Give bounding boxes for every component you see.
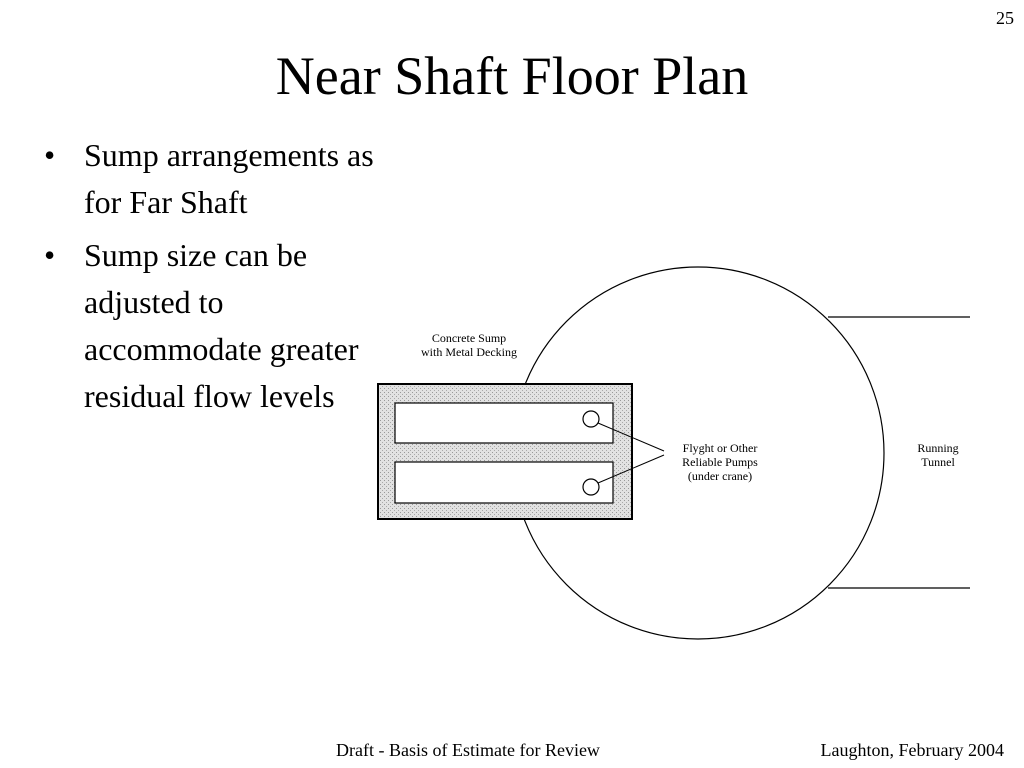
tunnel-label-line1: Running (917, 441, 959, 455)
pump-lower (583, 479, 599, 495)
footer-draft-note: Draft - Basis of Estimate for Review (336, 740, 600, 760)
pumps-label-line2: Reliable Pumps (682, 455, 758, 469)
pumps-label-line3: (under crane) (687, 469, 753, 483)
bullet-icon: • (44, 237, 56, 273)
slide-number: 25 (996, 8, 1014, 28)
pumps-label-line1: Flyght or Other (682, 441, 758, 455)
pump-upper (583, 411, 599, 427)
sump-bay-lower (395, 462, 613, 503)
bullet-text: Sump arrangements as for Far Shaft (84, 137, 374, 220)
footer-author-date: Laughton, February 2004 (820, 740, 1004, 760)
sump-label-line1: Concrete Sump (431, 331, 507, 345)
bullet-text: Sump size can be adjusted to accommodate greater residual flow levels (84, 237, 359, 414)
tunnel-label-line2: Tunnel (921, 455, 955, 469)
sump-bay-upper (395, 403, 613, 443)
sump-label-line2: with Metal Decking (421, 345, 517, 359)
slide-title: Near Shaft Floor Plan (275, 46, 749, 106)
bullet-icon: • (44, 137, 56, 173)
